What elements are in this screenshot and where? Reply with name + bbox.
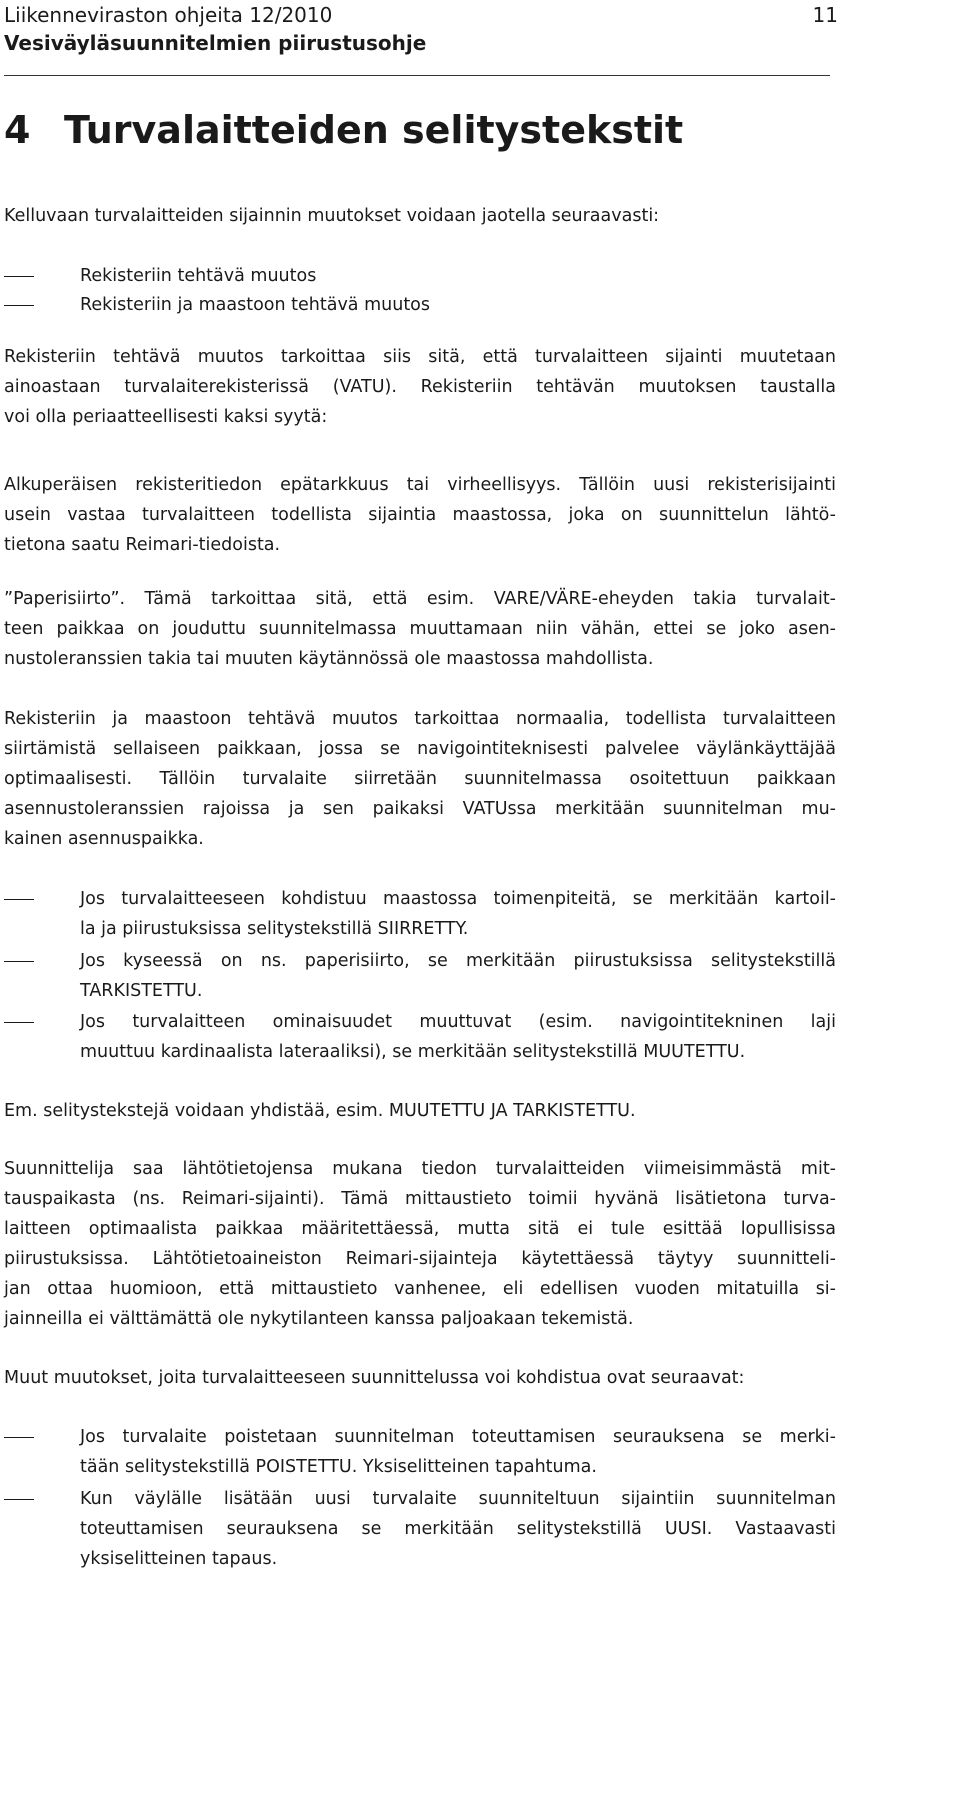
reason-2-paragraph — [4, 584, 836, 674]
chapter-heading — [4, 104, 683, 156]
list-item — [4, 290, 836, 320]
list-item — [4, 261, 836, 291]
running-header-publication: Liikenneviraston ohjeita 12/2010 — [4, 3, 333, 27]
paragraph-line: Jos turvalaite poistetaan suunnitelman toteuttamisen seurauksena se merki- — [80, 1427, 836, 1447]
reimari-paragraph — [4, 1154, 836, 1334]
paragraph-line: Jos kyseessä on ns. paperisiirto, se merkitään piirustuksissa selitystekstillä — [80, 951, 836, 971]
paragraph-line: tään selitystekstillä POISTETTU. Yksiselitteinen tapahtuma. — [80, 1457, 597, 1477]
list-item — [4, 1422, 836, 1482]
dash-bullet — [4, 1022, 34, 1023]
list-item — [4, 946, 836, 1006]
paragraph-line: la ja piirustuksissa selitystekstillä SIIRRETTY. — [80, 919, 469, 939]
combine-note: Em. selitystekstejä voidaan yhdistää, esim. MUUTETTU JA TARKISTETTU. — [4, 1101, 636, 1121]
paragraph-line: Jos turvalaitteeseen kohdistuu maastossa toimenpiteitä, se merkitään kartoil- — [80, 889, 836, 909]
paragraph-line: toteuttamisen seurauksena se merkitään selitystekstillä UUSI. Vastaavasti — [80, 1519, 836, 1539]
running-header-subtitle: Vesiväyläsuunnitelmien piirustusohje — [4, 31, 427, 55]
dash-bullet — [4, 276, 34, 277]
dash-bullet — [4, 1437, 34, 1438]
list-item-text: Rekisteriin ja maastoon tehtävä muutos — [80, 295, 431, 315]
paragraph-line: TARKISTETTU. — [80, 981, 203, 1001]
list-item-text: Rekisteriin tehtävä muutos — [80, 266, 317, 286]
dash-bullet — [4, 961, 34, 962]
paragraph-line: ainoastaan turvalaiterekisterissä (VATU). Rekisteriin tehtävän muutoksen taustalla — [4, 377, 836, 397]
page-number: 11 — [812, 3, 838, 27]
paragraph-line: jainneilla ei välttämättä ole nykytilanteen kanssa paljoakaan tekemistä. — [4, 1309, 634, 1329]
paragraph-line: voi olla periaatteellisesti kaksi syytä: — [4, 407, 328, 427]
reason-1-paragraph — [4, 470, 836, 560]
paragraph-line: Suunnittelija saa lähtötietojensa mukana tiedon turvalaitteiden viimeisimmästä mit- — [4, 1159, 836, 1179]
list-item — [4, 1007, 836, 1067]
chapter-number: 4 — [4, 108, 31, 152]
paragraph-line: kainen asennuspaikka. — [4, 829, 204, 849]
paragraph-line: nustoleranssien takia tai muuten käytännössä ole maastossa mahdollista. — [4, 649, 654, 669]
intro-paragraph: Kelluvaan turvalaitteiden sijainnin muutokset voidaan jaotella seuraavasti: — [4, 206, 660, 226]
paragraph-line: tauspaikasta (ns. Reimari-sijainti). Tämä mittaustieto toimii hyvänä lisätietona turva- — [4, 1189, 836, 1209]
chapter-title: Turvalaitteiden selitystekstit — [64, 108, 684, 152]
field-change-paragraph — [4, 704, 836, 854]
dash-bullet — [4, 1499, 34, 1500]
dash-bullet — [4, 305, 34, 306]
paragraph-line: Rekisteriin ja maastoon tehtävä muutos tarkoittaa normaalia, todellista turvalaitteen — [4, 709, 836, 729]
paragraph-line: piirustuksissa. Lähtötietoaineiston Reimari-sijainteja käytettäessä täytyy suunnitteli- — [4, 1249, 836, 1269]
dash-bullet — [4, 899, 34, 900]
list-item — [4, 1484, 836, 1574]
header-divider — [4, 75, 830, 76]
register-change-paragraph — [4, 342, 836, 432]
paragraph-line: siirtämistä sellaiseen paikkaan, jossa se navigointiteknisesti palvelee väylänkäyttäjää — [4, 739, 836, 759]
paragraph-line: Jos turvalaitteen ominaisuudet muuttuvat (esim. navigointitekninen laji — [80, 1012, 836, 1032]
paragraph-line: optimaalisesti. Tällöin turvalaite siirretään suunnitelmassa osoitettuun paikkaan — [4, 769, 836, 789]
list-item — [4, 884, 836, 944]
paragraph-line: Alkuperäisen rekisteritiedon epätarkkuus tai virheellisyys. Tällöin uusi rekisterisijainti — [4, 475, 836, 495]
paragraph-line: ”Paperisiirto”. Tämä tarkoittaa sitä, että esim. VARE/VÄRE-eheyden takia turvalait- — [4, 589, 836, 609]
other-changes-intro: Muut muutokset, joita turvalaitteeseen suunnittelussa voi kohdistua ovat seuraavat: — [4, 1368, 745, 1388]
paragraph-line: asennustoleranssien rajoissa ja sen paikaksi VATUssa merkitään suunnitelman mu- — [4, 799, 836, 819]
paragraph-line: Kun väylälle lisätään uusi turvalaite suunniteltuun sijaintiin suunnitelman — [80, 1489, 836, 1509]
paragraph-line: muuttuu kardinaalista lateraaliksi), se merkitään selitystekstillä MUUTETTU. — [80, 1042, 746, 1062]
paragraph-line: Rekisteriin tehtävä muutos tarkoittaa siis sitä, että turvalaitteen sijainti muutetaan — [4, 347, 836, 367]
paragraph-line: tietona saatu Reimari-tiedoista. — [4, 535, 281, 555]
paragraph-line: yksiselitteinen tapaus. — [80, 1549, 278, 1569]
paragraph-line: teen paikkaa on jouduttu suunnitelmassa muuttamaan niin vähän, ettei se joko asen- — [4, 619, 836, 639]
paragraph-line: jan ottaa huomioon, että mittaustieto vanhenee, eli edellisen vuoden mitatuilla si- — [4, 1279, 836, 1299]
paragraph-line: usein vastaa turvalaitteen todellista sijaintia maastossa, joka on suunnittelun lähtö- — [4, 505, 836, 525]
paragraph-line: laitteen optimaalista paikkaa määritettäessä, mutta sitä ei tule esittää lopullisissa — [4, 1219, 836, 1239]
